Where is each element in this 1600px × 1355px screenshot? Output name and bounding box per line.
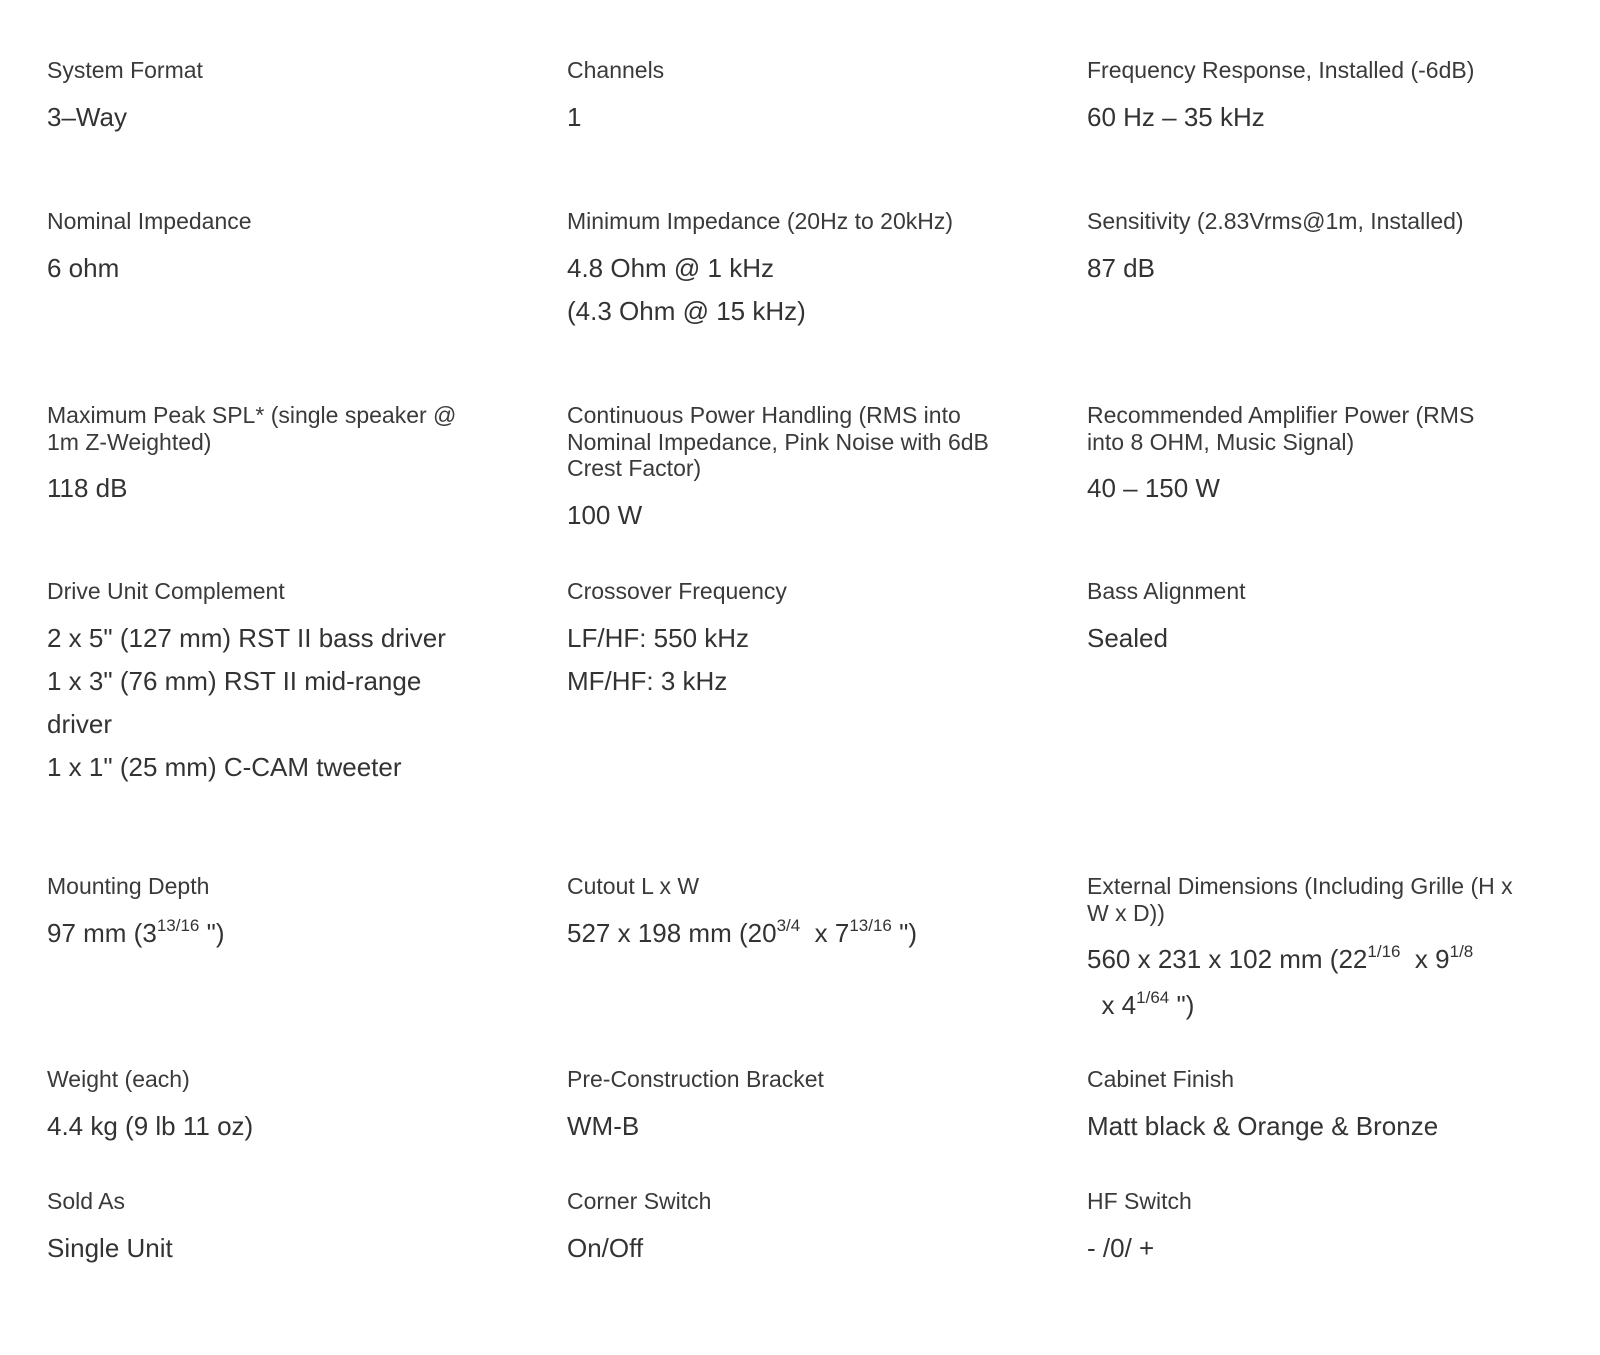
spec-label: Mounting Depth xyxy=(47,873,210,899)
spec-value: Sealed xyxy=(1087,622,1168,653)
spec-values xyxy=(567,1105,997,1148)
spec-value: 2 x 5" (127 mm) RST II bass driver xyxy=(47,622,446,653)
value-text: ") xyxy=(891,917,918,948)
spec-values xyxy=(567,617,997,703)
spec-item xyxy=(1087,578,1517,660)
spec-value: 4.8 Ohm @ 1 kHz xyxy=(567,252,775,283)
spec-label: Nominal Impedance xyxy=(47,208,252,234)
spec-values xyxy=(47,96,477,139)
spec-values xyxy=(1087,617,1517,660)
value-text: 527 x 198 mm (20 xyxy=(567,917,777,948)
spec-values xyxy=(47,1105,477,1148)
spec-values xyxy=(567,912,997,958)
value-text: ") xyxy=(199,917,225,948)
spec-value: (4.3 Ohm @ 15 kHz) xyxy=(567,295,806,326)
spec-value: 87 dB xyxy=(1087,252,1155,283)
spec-value: WM-B xyxy=(567,1110,640,1141)
spec-item xyxy=(567,873,997,958)
spec-value: 3–Way xyxy=(47,101,127,132)
spec-item xyxy=(47,402,477,510)
spec-item xyxy=(567,1066,997,1148)
spec-item xyxy=(47,57,477,139)
spec-value: LF/HF: 550 kHz xyxy=(567,622,750,653)
spec-item xyxy=(1087,1188,1517,1270)
spec-values xyxy=(1087,1227,1517,1270)
spec-value xyxy=(1087,938,1517,1030)
spec-item xyxy=(47,1066,477,1148)
spec-item xyxy=(1087,873,1517,1030)
spec-values xyxy=(47,912,477,958)
fraction-superscript: 1/8 xyxy=(1449,942,1474,961)
spec-label: Cutout L x W xyxy=(567,873,700,899)
spec-label: Drive Unit Complement xyxy=(47,578,285,604)
spec-item xyxy=(47,578,477,789)
fraction-superscript: 13/16 xyxy=(156,915,200,935)
spec-label: Channels xyxy=(567,57,665,83)
spec-value: 4.4 kg (9 lb 11 oz) xyxy=(47,1110,254,1141)
spec-label: Crossover Frequency xyxy=(567,578,787,604)
spec-value: Matt black & Orange & Bronze xyxy=(1087,1110,1439,1141)
fraction-superscript: 1/16 xyxy=(1367,942,1401,961)
spec-values xyxy=(567,494,997,537)
spec-values xyxy=(47,467,477,510)
spec-label: Corner Switch xyxy=(567,1188,712,1214)
spec-value: 1 x 1" (25 mm) C-CAM tweeter xyxy=(47,751,402,782)
spec-label: Maximum Peak SPL* (single speaker @ 1m Z-Weighted) xyxy=(47,402,457,455)
spec-value xyxy=(47,912,477,958)
spec-label: Minimum Impedance (20Hz to 20kHz) xyxy=(567,208,954,234)
spec-value: 40 – 150 W xyxy=(1087,473,1220,503)
spec-value: Single Unit xyxy=(47,1232,173,1263)
value-text: 97 mm (3 xyxy=(47,917,157,948)
spec-values xyxy=(1087,467,1517,510)
spec-values xyxy=(47,617,477,789)
value-text: x 4 xyxy=(1087,990,1137,1020)
fraction-superscript: 3/4 xyxy=(776,915,801,935)
spec-label: Cabinet Finish xyxy=(1087,1066,1235,1092)
spec-label: External Dimensions (Including Grille (H x W x D)) xyxy=(1087,873,1513,926)
spec-label: Sold As xyxy=(47,1188,125,1214)
spec-label: Frequency Response, Installed (-6dB) xyxy=(1087,57,1475,83)
value-text: 560 x 231 x 102 mm (22 xyxy=(1087,944,1368,974)
spec-values xyxy=(567,247,997,333)
spec-item xyxy=(567,208,997,333)
spec-value: 118 dB xyxy=(47,473,128,503)
spec-values xyxy=(47,247,477,290)
spec-value: 100 W xyxy=(567,499,643,530)
spec-item xyxy=(1087,1066,1517,1148)
spec-item xyxy=(567,57,997,139)
spec-item xyxy=(1087,208,1517,290)
spec-values xyxy=(1087,1105,1517,1148)
spec-values xyxy=(1087,938,1517,1030)
spec-item xyxy=(567,402,997,537)
spec-value xyxy=(567,912,997,958)
spec-label: Weight (each) xyxy=(47,1066,190,1092)
spec-value: - /0/ + xyxy=(1087,1232,1155,1263)
spec-item xyxy=(1087,402,1517,510)
spec-item xyxy=(567,578,997,703)
value-text: x 9 xyxy=(1400,944,1450,974)
spec-value: On/Off xyxy=(567,1232,644,1263)
spec-values xyxy=(47,1227,477,1270)
fraction-superscript: 1/64 xyxy=(1136,988,1170,1007)
spec-value: 1 xyxy=(567,101,582,132)
spec-item xyxy=(47,873,477,958)
spec-label: Continuous Power Handling (RMS into Nominal Impedance, Pink Noise with 6dB Crest Factor) xyxy=(567,402,989,481)
spec-label: HF Switch xyxy=(1087,1188,1192,1214)
spec-label: Recommended Amplifier Power (RMS into 8 OHM, Music Signal) xyxy=(1087,402,1475,455)
spec-item xyxy=(47,208,477,290)
spec-label: System Format xyxy=(47,57,203,83)
spec-values xyxy=(1087,96,1517,139)
spec-label: Sensitivity (2.83Vrms@1m, Installed) xyxy=(1087,208,1464,234)
spec-values xyxy=(567,1227,997,1270)
spec-value: 6 ohm xyxy=(47,252,120,283)
value-text: x 7 xyxy=(800,917,850,948)
fraction-superscript: 13/16 xyxy=(849,915,892,935)
spec-value: 1 x 3" (76 mm) RST II mid-range driver xyxy=(47,665,422,739)
spec-label: Bass Alignment xyxy=(1087,578,1246,604)
value-text: ") xyxy=(1169,990,1195,1020)
spec-value: MF/HF: 3 kHz xyxy=(567,665,728,696)
spec-label: Pre-Construction Bracket xyxy=(567,1066,824,1092)
spec-values xyxy=(1087,247,1517,290)
spec-item xyxy=(567,1188,997,1270)
spec-item xyxy=(1087,57,1517,139)
spec-item xyxy=(47,1188,477,1270)
spec-values xyxy=(567,96,997,139)
spec-value: 60 Hz – 35 kHz xyxy=(1087,101,1265,132)
